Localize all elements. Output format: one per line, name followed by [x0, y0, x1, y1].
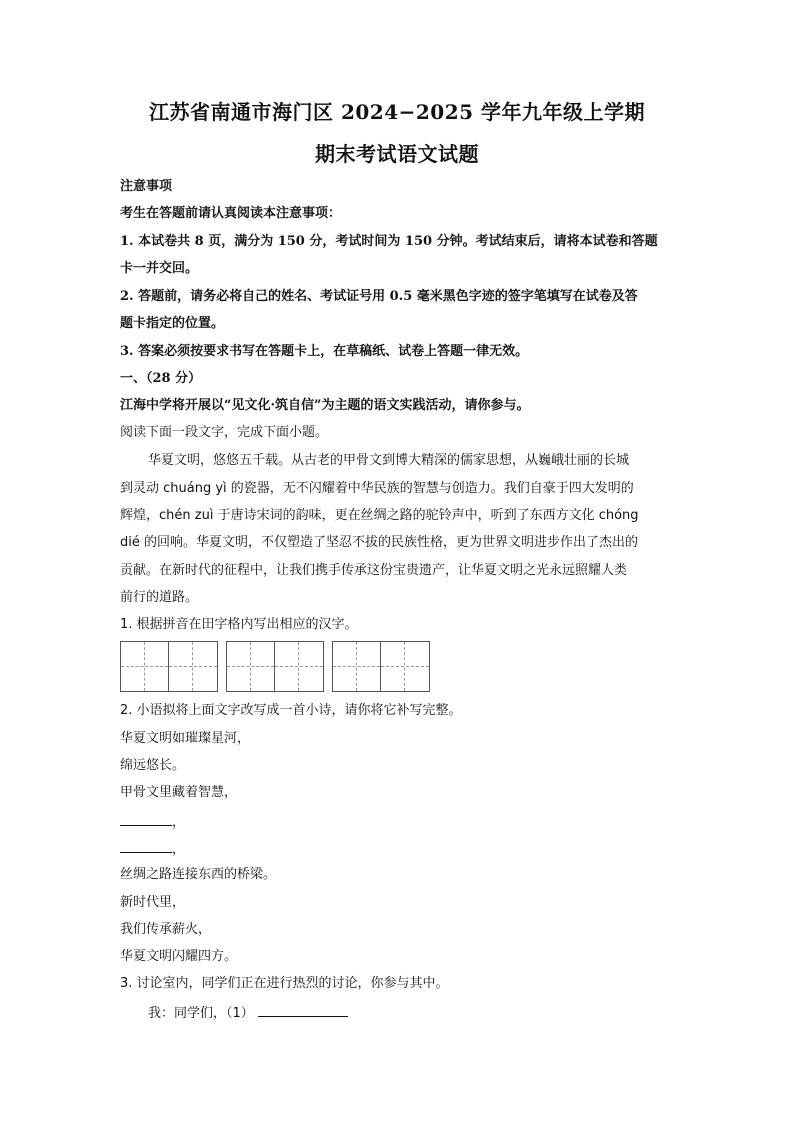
passage-line: dié 的回响。华夏文明，不仅塑造了坚忍不拔的民族性格，更为世界文明进步作出了杰出的 — [120, 535, 638, 550]
tianzige-cell[interactable] — [333, 642, 381, 691]
passage-line: 辉煌，chén zuì 于唐诗宋词的韵味，更在丝绸之路的驼铃声中，听到了东西方文化 chóng — [120, 508, 639, 523]
exam-title-line1: 江苏省南通市海门区 2024−2025 学年九年级上学期 — [148, 100, 645, 124]
question-3: 3. 讨论室内，同学们正在进行热烈的讨论，你参与其中。 — [120, 976, 449, 991]
question-3-prompt: 我：同学们，（1） — [148, 1006, 254, 1021]
poem-blank-line-2 — [120, 839, 185, 859]
notice-item-1a: 1. 本试卷共 8 页，满分为 150 分，考试时间为 150 分钟。考试结束后，请将本试卷和答题 — [120, 234, 658, 249]
question-1: 1. 根据拼音在田字格内写出相应的汉字。 — [120, 617, 358, 632]
poem-blank-line-1 — [120, 812, 185, 832]
answer-blank-1[interactable] — [258, 1003, 348, 1017]
passage-line: 贡献。在新时代的征程中，让我们携手传承这份宝贵遗产，让华夏文明之光永远照耀人类 — [120, 563, 628, 578]
passage-line: 到灵动 chuáng yì 的瓷器，无不闪耀着中华民族的智慧与创造力。我们自豪于四大发明的 — [120, 481, 634, 496]
poem-line: 丝绸之路连接东西的桥梁。 — [120, 867, 277, 882]
section1-intro: 江海中学将开展以“见文化·筑自信”为主题的语文实践活动，请你参与。 — [120, 398, 530, 413]
poem-line: 绵远悠长。 — [120, 758, 186, 773]
notice-item-2a: 2. 答题前，请务必将自己的姓名、考试证号用 0.5 毫米黑色字迹的签字笔填写在试卷及答 — [120, 289, 638, 304]
poem-line: 华夏文明闪耀四方。 — [120, 949, 238, 964]
tianzige-group-3[interactable] — [332, 641, 430, 692]
poem-blank-comma: ， — [172, 815, 186, 830]
tianzige-cell[interactable] — [121, 642, 169, 691]
notice-item-2b: 题卡指定的位置。 — [120, 316, 225, 331]
section1-instruction: 阅读下面一段文字，完成下面小题。 — [120, 425, 329, 440]
notice-intro: 考生在答题前请认真阅读本注意事项： — [120, 206, 342, 221]
tianzige-cell[interactable] — [275, 642, 323, 691]
question-2: 2. 小语拟将上面文字改写成一首小诗，请你将它补写完整。 — [120, 703, 462, 718]
passage-line: 前行的道路。 — [120, 590, 199, 605]
notice-item-1b: 卡一并交回。 — [120, 261, 199, 276]
poem-line: 我们传承薪火， — [120, 922, 212, 937]
tianzige-group-2[interactable] — [226, 641, 324, 692]
poem-blank-1[interactable] — [120, 812, 172, 826]
tianzige-cell[interactable] — [381, 642, 429, 691]
tianzige-group-1[interactable] — [120, 641, 218, 692]
tianzige-cell[interactable] — [227, 642, 275, 691]
exam-title-line2: 期末考试语文试题 — [315, 142, 479, 166]
section1-heading: 一、（28 分） — [120, 371, 202, 386]
notice-heading: 注意事项 — [120, 179, 173, 194]
poem-blank-comma: ， — [172, 842, 186, 857]
passage-line: 华夏文明，悠悠五千载。从古老的甲骨文到博大精深的儒家思想，从巍峨壮丽的长城 — [148, 453, 630, 468]
notice-item-3: 3. 答案必须按要求书写在答题卡上，在草稿纸、试卷上答题一律无效。 — [120, 344, 529, 359]
question-3-prompt-line — [148, 1003, 348, 1023]
poem-line: 华夏文明如璀璨星河， — [120, 731, 251, 746]
poem-blank-2[interactable] — [120, 839, 172, 853]
poem-line: 新时代里， — [120, 895, 186, 910]
tianzige-cell[interactable] — [169, 642, 217, 691]
poem-line: 甲骨文里藏着智慧， — [120, 785, 238, 800]
